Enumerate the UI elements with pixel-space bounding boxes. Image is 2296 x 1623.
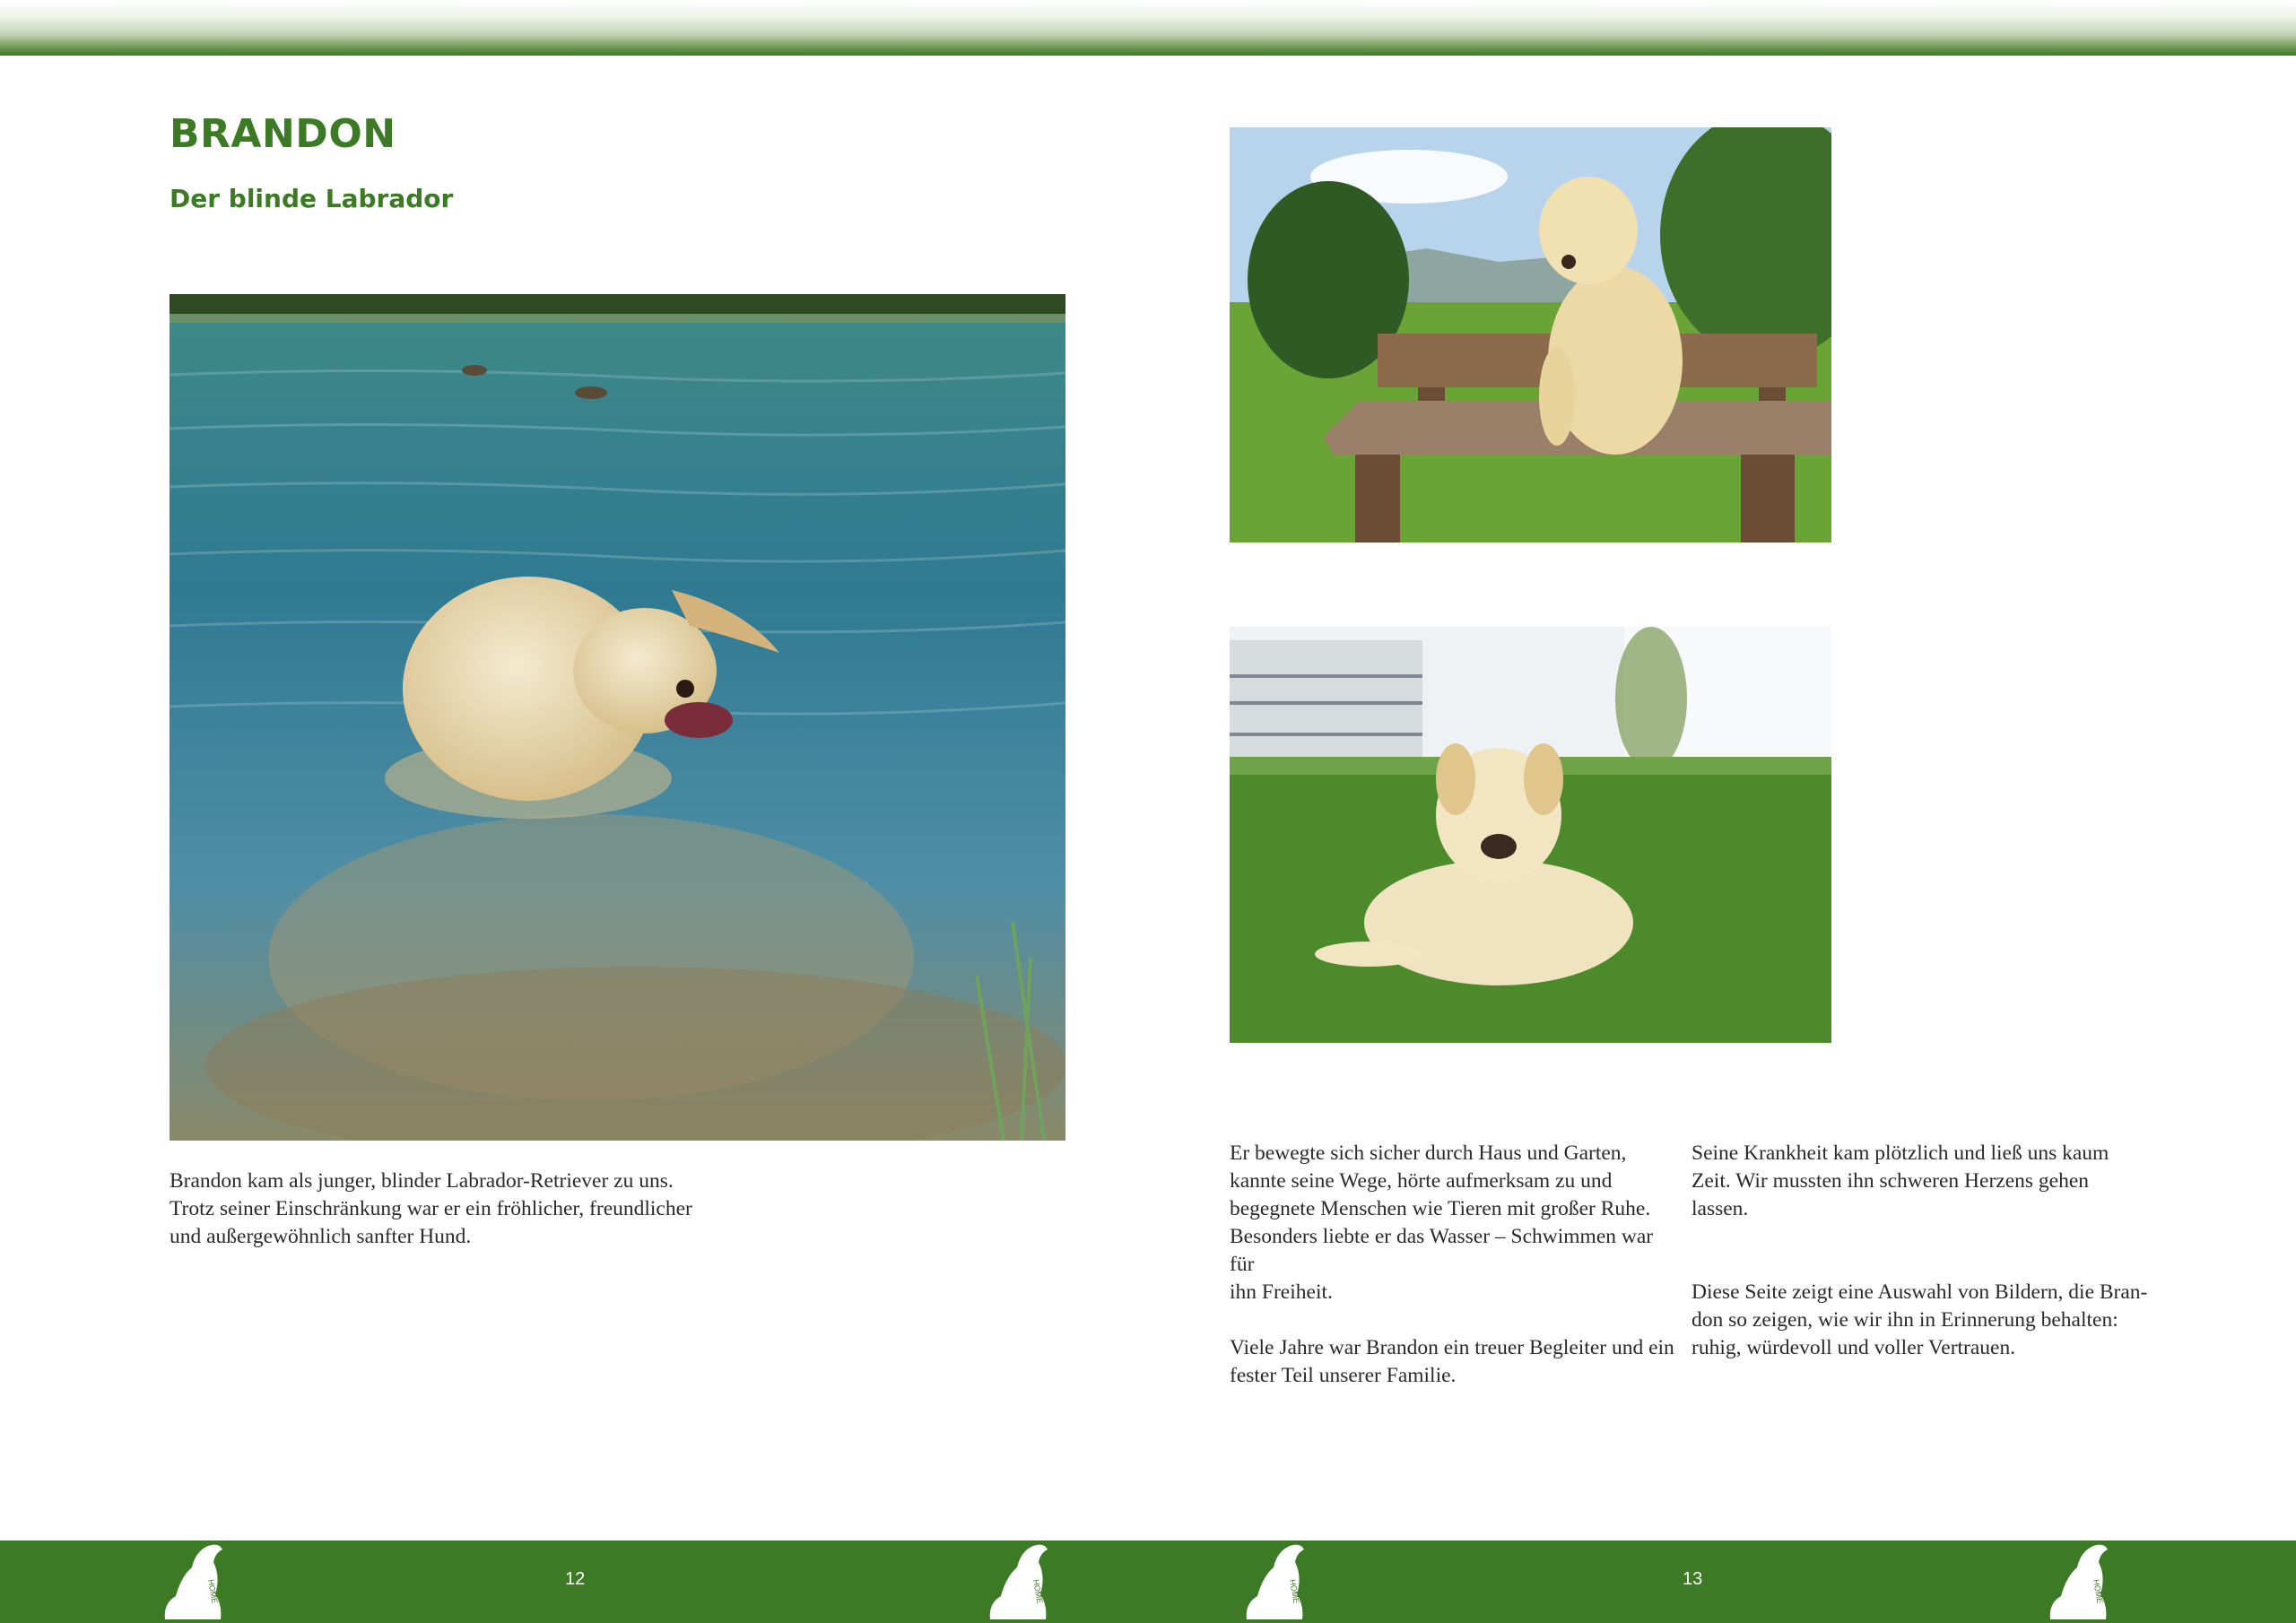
kiras-home-logo-icon [981,1541,1057,1621]
column-1-paragraph-2: Viele Jahre war Brandon ein treuer Begleiter und ein fester Teil unserer Familie. [1230,1336,1674,1387]
top-gradient-band [0,0,2296,56]
svg-text:HOME: HOME [1288,1578,1301,1604]
svg-text:KIRAS: KIRAS [2051,1551,2072,1577]
page-subtitle: Der blinde Labrador [170,184,454,213]
page-number-right: 13 [1683,1569,1703,1589]
dog-swimming-in-lake-photo [170,294,1065,1141]
svg-text:HOME: HOME [2092,1578,2105,1604]
text-column-2 [1692,1140,2158,1362]
kiras-home-logo-icon [156,1541,231,1621]
footer-bar [0,1541,2296,1623]
page-title: BRANDON [170,111,396,157]
left-caption-text: Brandon kam als junger, blinder Labrador-Retriever zu uns. Trotz seiner Einschränkung war er ein fröhlicher, freundlicher und außergewöhnlich sanfter Hund. [170,1169,692,1248]
svg-text:HOME: HOME [206,1578,220,1604]
svg-text:KIRAS: KIRAS [1248,1551,1268,1577]
text-column-1 [1230,1140,1678,1390]
svg-text:KIRAS: KIRAS [991,1551,1012,1577]
dog-sitting-on-bench-photo [1230,127,1831,542]
left-caption [170,1167,726,1251]
column-1-paragraph-1: Er bewegte sich sicher durch Haus und Garten, kannte seine Wege, hörte aufmerksam zu und begegnete Menschen wie Tieren mit großer Ruhe. Besonders liebte er das Wasser – Schwimmen war für ihn Freiheit. [1230,1141,1654,1304]
dog-lying-on-lawn-photo [1230,627,1831,1043]
column-2-paragraph-2: Diese Seite zeigt eine Auswahl von Bildern, die Bran- don so zeigen, wie wir ihn in Erinnerung behalten: ruhig, würdevoll und voller Vertrauen. [1692,1280,2148,1359]
page-number-left: 12 [565,1569,586,1589]
kiras-home-logo-icon [1238,1541,1313,1621]
column-2-paragraph-1: Seine Krankheit kam plötzlich und ließ uns kaum Zeit. Wir mussten ihn schweren Herzens gehen lassen. [1692,1141,2109,1220]
kiras-home-logo-icon [2041,1541,2117,1621]
svg-text:KIRAS: KIRAS [166,1551,187,1577]
svg-text:HOME: HOME [1031,1578,1045,1604]
